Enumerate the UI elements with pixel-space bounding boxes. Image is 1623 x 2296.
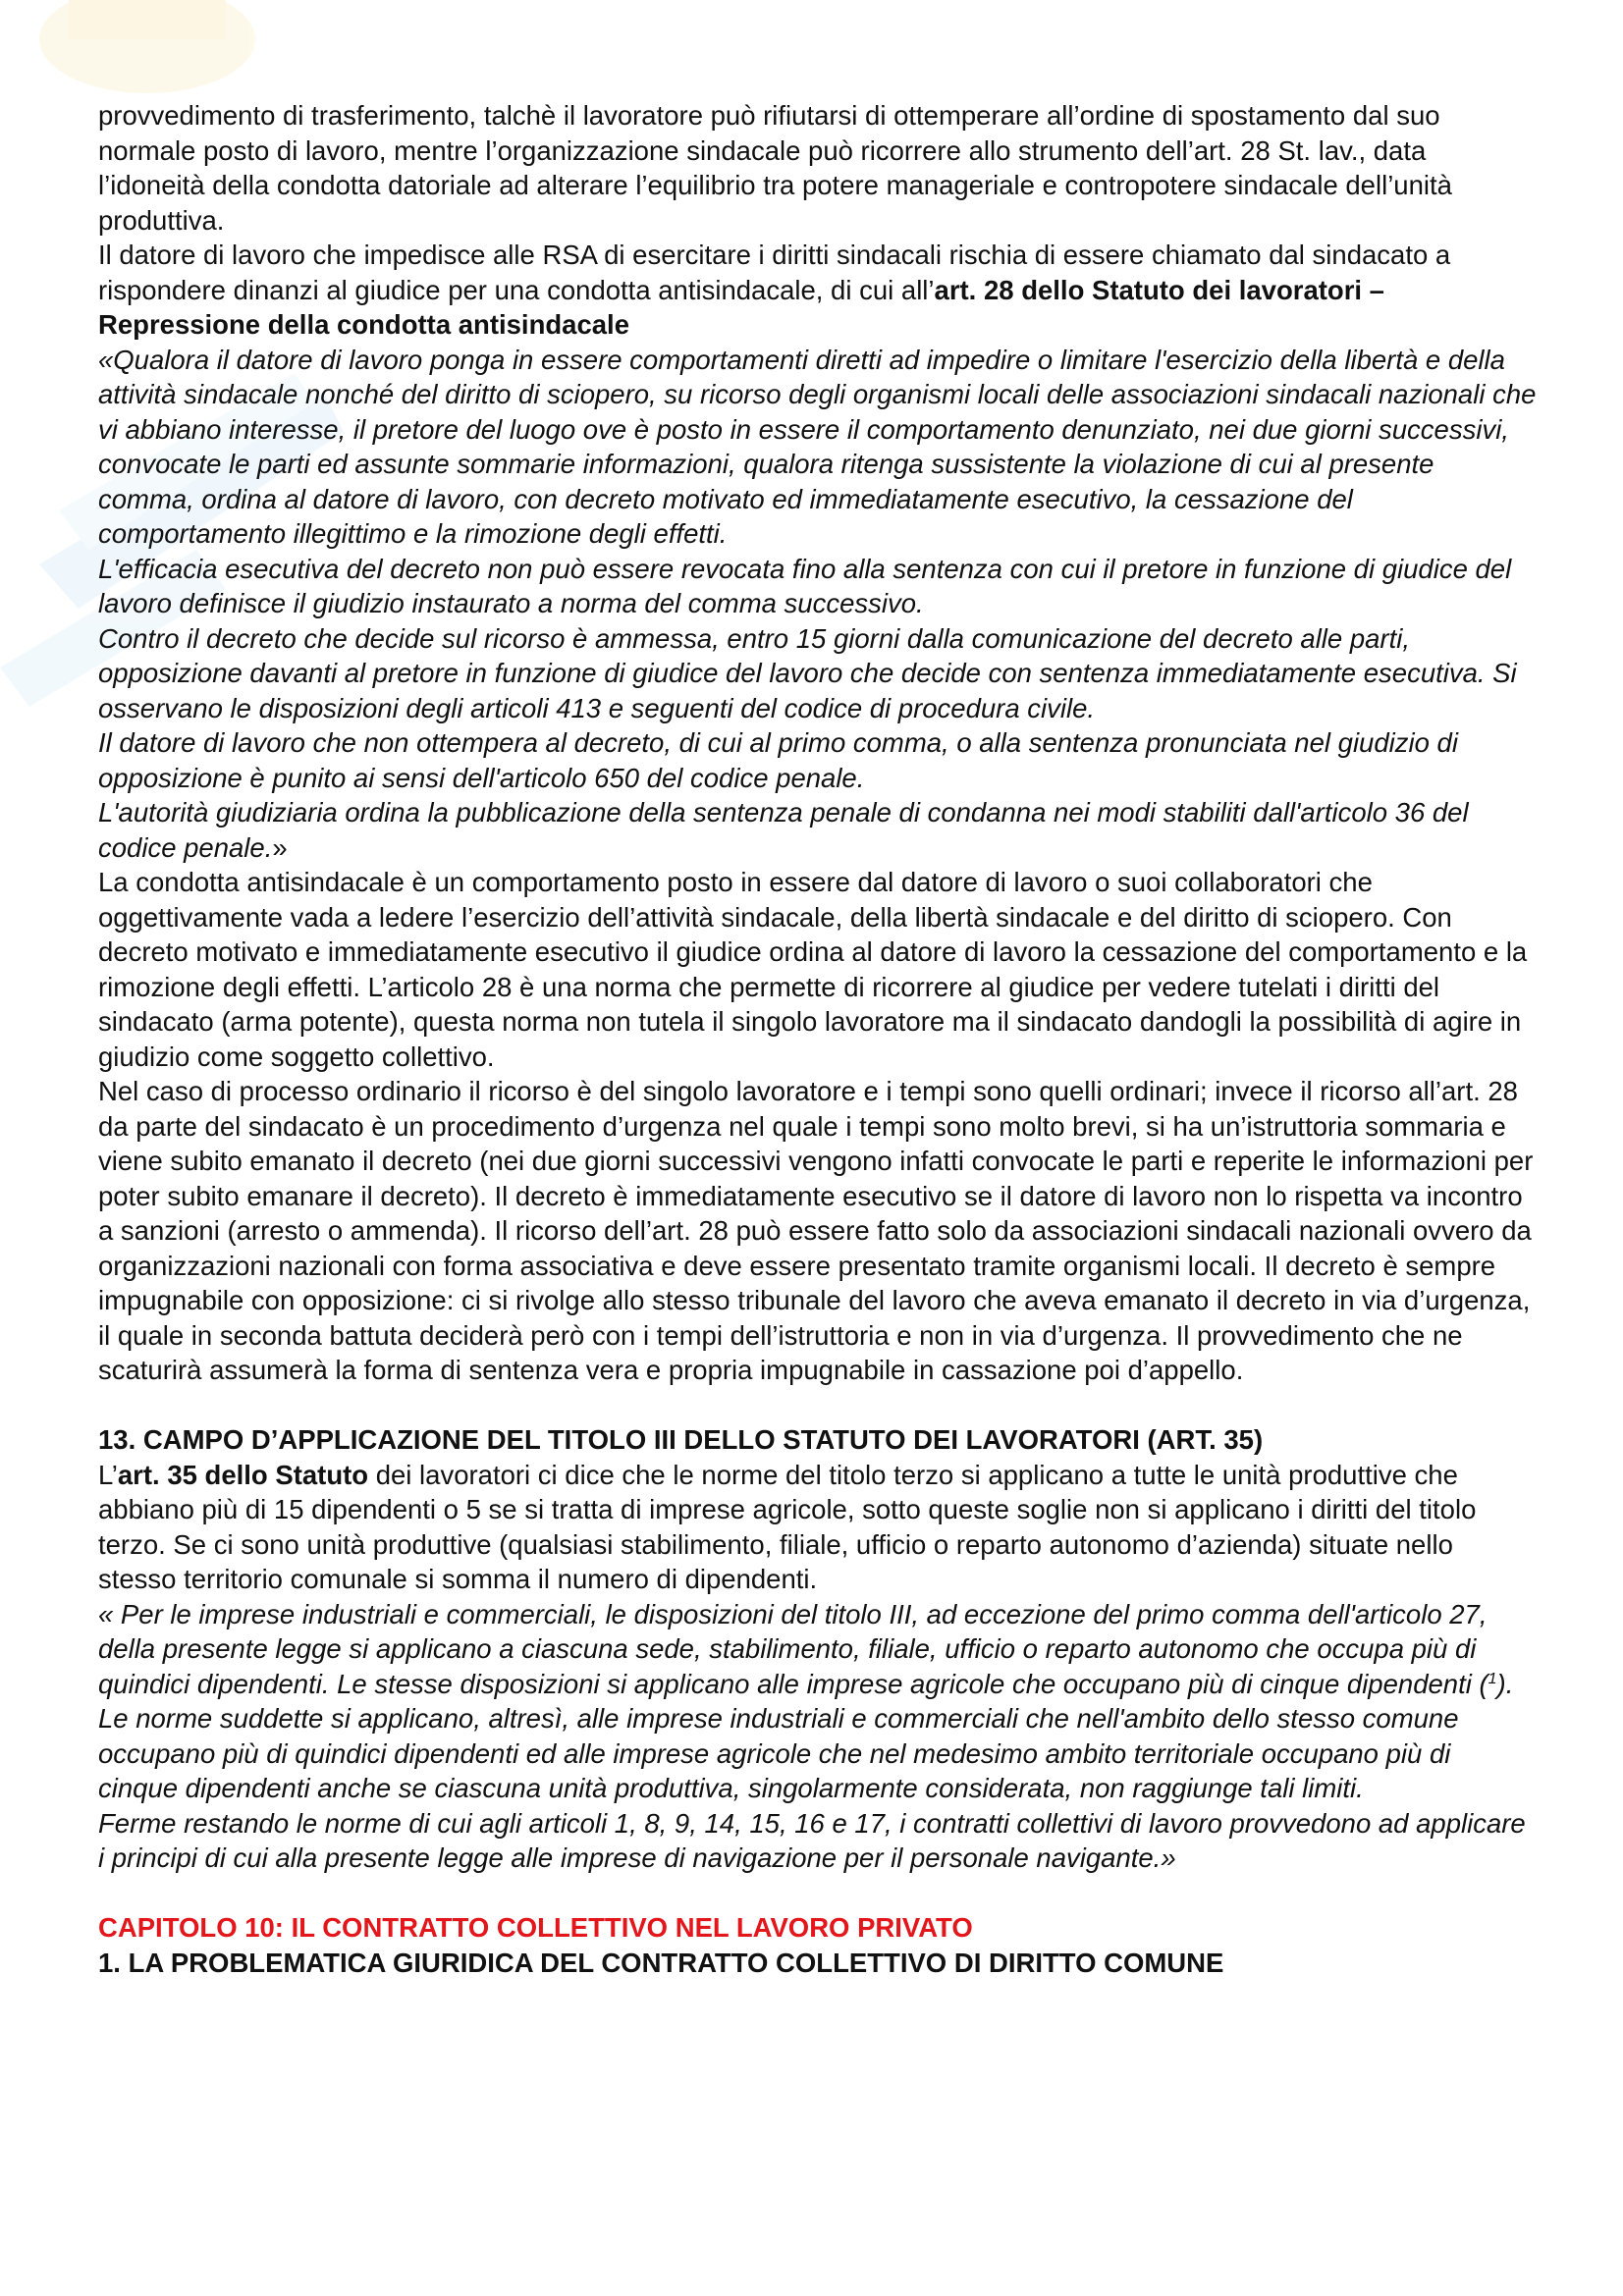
quote-text: L'autorità giudiziaria ordina la pubblicazione della sentenza penale di condanna nei modi stabiliti dall'articolo 36 del codice penale.	[98, 797, 1469, 863]
article-28-quote-comma-3: Contro il decreto che decide sul ricorso è ammessa, entro 15 giorni dalla comunicazione del decreto alle parti, opposizione davanti al pretore in funzione di giudice del lavoro che decide con sentenza immediatamente esecutiva. Si osservano le disposizioni degli articoli 413 e seguenti del codice di procedura civile.	[98, 622, 1517, 723]
quote-close: »	[272, 831, 288, 863]
document-page	[98, 98, 1537, 1980]
quote-text: « Per le imprese industriali e commerciali, le disposizioni del titolo III, ad eccezione del primo comma dell'articolo 27, della presente legge si applicano a ciascuna sede, stabilimento, filiale, ufficio o reparto autonomo che occupa più di quindici dipendenti. Le stesse disposizioni si applicano alle imprese agricole che occupano più di cinque dipendenti (	[98, 1598, 1488, 1699]
text-pre: L’	[98, 1459, 118, 1490]
article-28-title: art. 28 dello Statuto dei lavoratori – Repressione della condotta antisindacale	[98, 274, 1384, 340]
chapter-10-title: CAPITOLO 10: IL CONTRATTO COLLETTIVO NEL LAVORO PRIVATO	[98, 1912, 973, 1943]
article-28-quote-comma-4: Il datore di lavoro che non ottempera al decreto, di cui al primo comma, o alla sentenza pronunciata nel giudizio di opposizione è punito ai sensi dell'articolo 650 del codice penale.	[98, 727, 1458, 793]
paragraph-condotta-antisindacale: La condotta antisindacale è un comportamento posto in essere dal datore di lavoro o suoi collaboratori che oggettivamente vada a ledere l’esercizio dell’attività sindacale, della libertà sindacale e del diritto di sciopero. Con decreto motivato e immediatamente esecutivo il giudice ordina al datore di lavoro la cessazione del comportamento e la rimozione degli effetti. L’articolo 28 è una norma che permette di ricorrere al giudice per vedere tutelati i diritti del sindacato (arma potente), questa norma non tutela il singolo lavoratore ma il sindacato dandogli la possibilità di agire in giudizio come soggetto collettivo.	[98, 867, 1528, 1072]
article-35-quote-comma-3: Ferme restando le norme di cui agli articoli 1, 8, 9, 14, 15, 16 e 17, i contratti collettivi di lavoro provvedono ad applicare i principi di cui alla presente legge alle imprese di navigazione per il personale navigante.»	[98, 1807, 1526, 1873]
paragraph-processo-ordinario: Nel caso di processo ordinario il ricorso è del singolo lavoratore e i tempi sono quelli ordinari; invece il ricorso all’art. 28 da parte del sindacato è un procedimento d’urgenza nel quale i tempi sono molto brevi, si ha un’istruttoria sommaria e viene subito emanato il decreto (nei due giorni successivi vengono infatti convocate le parti e reperite le informazioni per poter subito emanare il decreto). Il decreto è immediatamente esecutivo se il datore di lavoro non lo rispetta va incontro a sanzioni (arresto o ammenda). Il ricorso dell’art. 28 può essere fatto solo da associazioni sindacali nazionali ovvero da organizzazioni nazionali con forma associativa e deve essere presentato tramite organismi locali. Il decreto è sempre impugnabile con opposizione: ci si rivolge allo stesso tribunale del lavoro che aveva emanato il decreto in via d’urgenza, il quale in seconda battuta deciderà però con i tempi dell’istruttoria e non in via d’urgenza. Il provvedimento che ne scaturirà assumerà la forma di sentenza vera e propria impugnabile in cassazione poi d’appello.	[98, 1076, 1534, 1385]
art-35-ref: art. 35 dello Statuto	[117, 1459, 369, 1490]
text-post: dei lavoratori ci dice che le norme del titolo terzo si applicano a tutte le unità produttive che abbiano più di 15 dipendenti o 5 se si tratta di imprese agricole, sotto queste soglie non si applicano i diritti del titolo terzo. Se ci sono unità produttive (qualsiasi stabilimento, filiale, ufficio o reparto autonomo d’azienda) situate nello stesso territorio comunale si somma il numero di dipendenti.	[98, 1459, 1477, 1594]
article-35-quote-comma-2: Le norme suddette si applicano, altresì, alle imprese industriali e commerciali che nell'ambito dello stesso comune occupano più di quindici dipendenti ed alle imprese agricole che nel medesimo ambito territoriale occupano più di cinque dipendenti anche se ciascuna unità produttiva, singolarmente considerata, non raggiunge tali limiti.	[98, 1703, 1459, 1803]
paragraph-art-35	[98, 1458, 1537, 1597]
paragraph-datore-rsa	[98, 238, 1537, 343]
spacer	[98, 1388, 1537, 1423]
spacer	[98, 1876, 1537, 1911]
quote-text-end: ).	[1496, 1668, 1514, 1699]
paragraph-text: Il datore di lavoro che impedisce alle RSA di esercitare i diritti sindacali rischia di essere chiamato dal sindacato a rispondere dinanzi al giudice per una condotta antisindacale, di cui all’	[98, 240, 1451, 305]
article-28-quote-comma-5	[98, 795, 1537, 865]
section-13-heading: 13. CAMPO D’APPLICAZIONE DEL TITOLO III DELLO STATUTO DEI LAVORATORI (ART. 35)	[98, 1424, 1264, 1455]
footnote-ref: 1	[1488, 1670, 1497, 1687]
chapter-10-section-1-heading: 1. LA PROBLEMATICA GIURIDICA DEL CONTRATTO COLLETTIVO DI DIRITTO COMUNE	[98, 1947, 1224, 1978]
paragraph-trasferimento: provvedimento di trasferimento, talchè il lavoratore può rifiutarsi di ottemperare all’ordine di spostamento dal suo normale posto di lavoro, mentre l’organizzazione sindacale può ricorrere allo strumento dell’art. 28 St. lav., data l’idoneità della condotta datoriale ad alterare l’equilibrio tra potere manageriale e contropotere sindacale dell’unità produttiva.	[98, 100, 1452, 236]
article-28-quote-comma-2: L'efficacia esecutiva del decreto non può essere revocata fino alla sentenza con cui il pretore in funzione di giudice del lavoro definisce il giudizio instaurato a norma del comma successivo.	[98, 553, 1512, 618]
article-28-quote-comma-1: «Qualora il datore di lavoro ponga in essere comportamenti diretti ad impedire o limitare l'esercizio della libertà e della attività sindacale nonché del diritto di sciopero, su ricorso degli organismi locali delle associazioni sindacali nazionali che vi abbiano interesse, il pretore del luogo ove è posto in essere il comportamento denunziato, nei due giorni successivi, convocate le parti ed assunte sommarie informazioni, qualora ritenga sussistente la violazione di cui al presente comma, ordina al datore di lavoro, con decreto motivato ed immediatamente esecutivo, la cessazione del comportamento illegittimo e la rimozione degli effetti.	[98, 344, 1537, 549]
article-35-quote-comma-1	[98, 1597, 1537, 1702]
